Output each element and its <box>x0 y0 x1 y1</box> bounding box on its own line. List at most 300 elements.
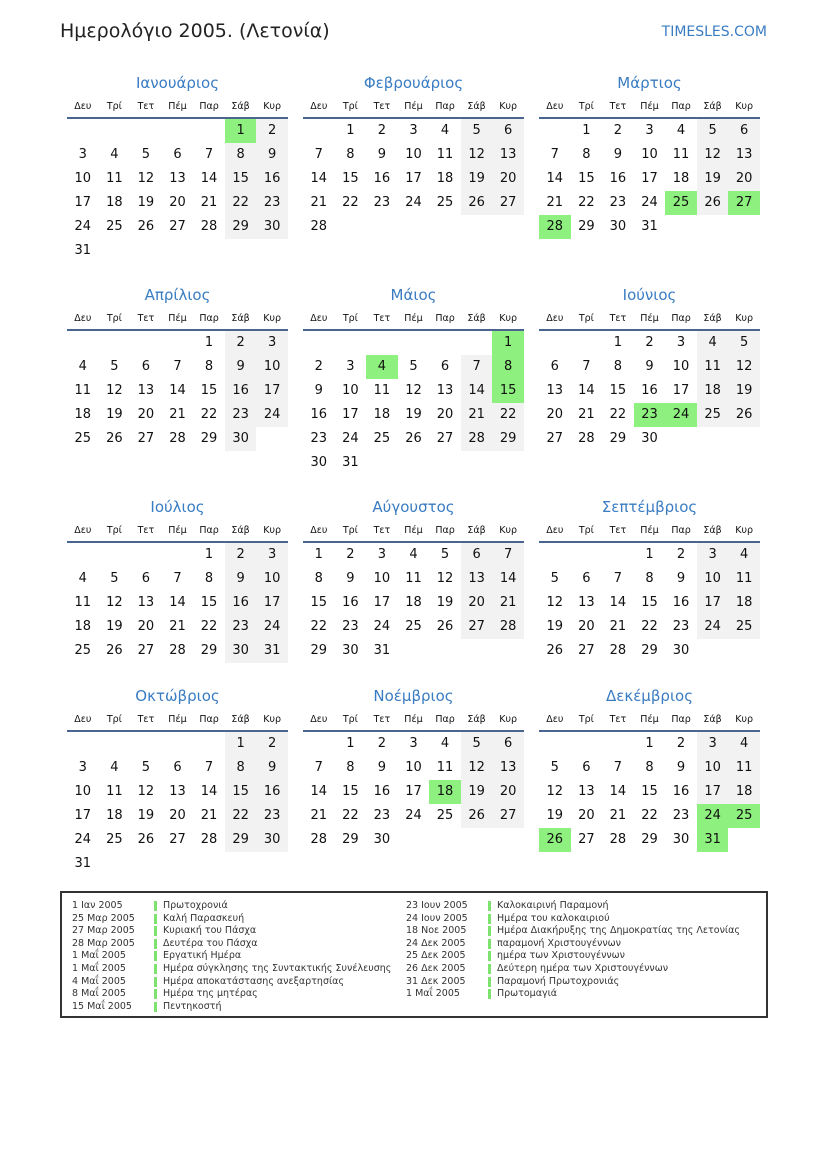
day-cell[interactable]: 2 <box>225 331 257 355</box>
day-cell[interactable]: 12 <box>106 595 123 610</box>
day-cell[interactable]: 14 <box>578 383 595 398</box>
day-cell[interactable]: 24 <box>256 403 288 427</box>
day-cell[interactable]: 9 <box>225 567 257 591</box>
day-cell[interactable]: 21 <box>609 619 627 634</box>
day-cell[interactable]: 23 <box>672 808 690 823</box>
day-cell[interactable]: 18 <box>74 407 92 422</box>
holiday-day-cell[interactable]: 23 <box>634 403 666 427</box>
day-cell[interactable]: 11 <box>106 784 123 799</box>
day-cell[interactable]: 23 <box>373 195 391 210</box>
day-cell[interactable]: 7 <box>613 571 623 586</box>
day-cell[interactable]: 15 <box>225 780 257 804</box>
holiday-day-cell[interactable]: 24 <box>697 804 729 828</box>
day-cell[interactable]: 18 <box>436 171 454 186</box>
day-cell[interactable]: 30 <box>672 643 690 658</box>
day-cell[interactable]: 30 <box>373 832 391 847</box>
day-cell[interactable]: 22 <box>200 619 218 634</box>
day-cell[interactable]: 14 <box>310 171 328 186</box>
day-cell[interactable]: 28 <box>200 832 218 847</box>
day-cell[interactable]: 22 <box>641 619 658 634</box>
day-cell[interactable]: 7 <box>582 359 591 374</box>
day-cell[interactable]: 8 <box>645 571 654 586</box>
day-cell[interactable]: 29 <box>609 431 627 446</box>
day-cell[interactable]: 25 <box>436 808 454 823</box>
day-cell[interactable]: 16 <box>256 780 288 804</box>
day-cell[interactable]: 12 <box>546 595 564 610</box>
day-cell[interactable]: 3 <box>78 760 87 775</box>
day-cell[interactable]: 9 <box>613 147 623 162</box>
day-cell[interactable]: 31 <box>641 219 658 234</box>
day-cell[interactable]: 14 <box>492 567 524 591</box>
day-cell[interactable]: 6 <box>173 760 182 775</box>
day-cell[interactable]: 14 <box>461 379 493 403</box>
day-cell[interactable]: 30 <box>641 431 658 446</box>
day-cell[interactable]: 20 <box>436 407 454 422</box>
day-cell[interactable]: 1 <box>645 547 654 562</box>
day-cell[interactable]: 19 <box>106 619 123 634</box>
holiday-day-cell[interactable]: 1 <box>225 119 257 143</box>
day-cell[interactable]: 24 <box>74 832 92 847</box>
day-cell[interactable]: 11 <box>672 147 690 162</box>
day-cell[interactable]: 22 <box>225 804 257 828</box>
day-cell[interactable]: 13 <box>436 383 454 398</box>
day-cell[interactable]: 15 <box>225 167 257 191</box>
day-cell[interactable]: 20 <box>169 195 186 210</box>
day-cell[interactable]: 19 <box>137 195 155 210</box>
day-cell[interactable]: 23 <box>256 804 288 828</box>
day-cell[interactable]: 6 <box>492 119 524 143</box>
day-cell[interactable]: 27 <box>137 643 155 658</box>
day-cell[interactable]: 10 <box>672 359 690 374</box>
day-cell[interactable]: 26 <box>436 619 454 634</box>
day-cell[interactable]: 26 <box>461 804 493 828</box>
day-cell[interactable]: 10 <box>697 756 729 780</box>
day-cell[interactable]: 17 <box>256 379 288 403</box>
day-cell[interactable]: 6 <box>141 359 151 374</box>
day-cell[interactable]: 15 <box>641 784 658 799</box>
day-cell[interactable]: 2 <box>676 736 686 751</box>
day-cell[interactable]: 29 <box>578 219 595 234</box>
day-cell[interactable]: 1 <box>613 335 623 350</box>
day-cell[interactable]: 29 <box>641 832 658 847</box>
day-cell[interactable]: 11 <box>697 355 729 379</box>
day-cell[interactable]: 22 <box>641 808 658 823</box>
day-cell[interactable]: 25 <box>106 219 123 234</box>
day-cell[interactable]: 13 <box>137 383 155 398</box>
day-cell[interactable]: 22 <box>225 191 257 215</box>
holiday-day-cell[interactable]: 4 <box>366 355 398 379</box>
day-cell[interactable]: 2 <box>377 736 387 751</box>
day-cell[interactable]: 5 <box>110 359 119 374</box>
day-cell[interactable]: 21 <box>461 403 493 427</box>
day-cell[interactable]: 6 <box>440 359 450 374</box>
day-cell[interactable]: 15 <box>342 171 359 186</box>
day-cell[interactable]: 6 <box>582 571 591 586</box>
day-cell[interactable]: 6 <box>492 732 524 756</box>
day-cell[interactable]: 12 <box>461 756 493 780</box>
day-cell[interactable]: 14 <box>609 595 627 610</box>
day-cell[interactable]: 7 <box>204 760 214 775</box>
day-cell[interactable]: 8 <box>225 143 257 167</box>
day-cell[interactable]: 9 <box>225 355 257 379</box>
day-cell[interactable]: 27 <box>578 643 595 658</box>
day-cell[interactable]: 4 <box>409 547 418 562</box>
day-cell[interactable]: 15 <box>310 595 328 610</box>
day-cell[interactable]: 29 <box>200 431 218 446</box>
day-cell[interactable]: 10 <box>74 171 92 186</box>
holiday-day-cell[interactable]: 25 <box>728 804 760 828</box>
day-cell[interactable]: 30 <box>256 215 288 239</box>
day-cell[interactable]: 8 <box>346 147 355 162</box>
day-cell[interactable]: 19 <box>106 407 123 422</box>
day-cell[interactable]: 18 <box>373 407 391 422</box>
day-cell[interactable]: 8 <box>582 147 591 162</box>
day-cell[interactable]: 1 <box>346 736 355 751</box>
day-cell[interactable]: 13 <box>169 171 186 186</box>
day-cell[interactable]: 25 <box>74 643 92 658</box>
day-cell[interactable]: 12 <box>697 143 729 167</box>
day-cell[interactable]: 3 <box>697 543 729 567</box>
day-cell[interactable]: 18 <box>697 379 729 403</box>
day-cell[interactable]: 28 <box>578 431 595 446</box>
day-cell[interactable]: 2 <box>676 547 686 562</box>
day-cell[interactable]: 28 <box>310 832 328 847</box>
day-cell[interactable]: 5 <box>440 547 450 562</box>
day-cell[interactable]: 6 <box>550 359 559 374</box>
day-cell[interactable]: 15 <box>641 595 658 610</box>
day-cell[interactable]: 23 <box>225 615 257 639</box>
day-cell[interactable]: 17 <box>373 595 391 610</box>
day-cell[interactable]: 24 <box>405 195 422 210</box>
day-cell[interactable]: 12 <box>546 784 564 799</box>
day-cell[interactable]: 19 <box>405 407 422 422</box>
day-cell[interactable]: 21 <box>200 808 218 823</box>
day-cell[interactable]: 22 <box>310 619 328 634</box>
day-cell[interactable]: 31 <box>74 856 92 871</box>
day-cell[interactable]: 5 <box>550 760 559 775</box>
day-cell[interactable]: 23 <box>609 195 627 210</box>
day-cell[interactable]: 11 <box>405 571 422 586</box>
day-cell[interactable]: 4 <box>440 736 450 751</box>
day-cell[interactable]: 25 <box>373 431 391 446</box>
day-cell[interactable]: 19 <box>697 167 729 191</box>
day-cell[interactable]: 16 <box>373 171 391 186</box>
day-cell[interactable]: 24 <box>405 808 422 823</box>
day-cell[interactable]: 22 <box>200 407 218 422</box>
day-cell[interactable]: 16 <box>310 407 328 422</box>
day-cell[interactable]: 19 <box>728 379 760 403</box>
day-cell[interactable]: 13 <box>546 383 564 398</box>
day-cell[interactable]: 27 <box>169 832 186 847</box>
day-cell[interactable]: 15 <box>342 784 359 799</box>
day-cell[interactable]: 27 <box>546 431 564 446</box>
day-cell[interactable]: 13 <box>492 756 524 780</box>
day-cell[interactable]: 10 <box>256 355 288 379</box>
day-cell[interactable]: 3 <box>256 543 288 567</box>
day-cell[interactable]: 18 <box>672 171 690 186</box>
day-cell[interactable]: 16 <box>225 379 257 403</box>
day-cell[interactable]: 21 <box>169 407 186 422</box>
day-cell[interactable]: 8 <box>204 359 214 374</box>
day-cell[interactable]: 27 <box>578 832 595 847</box>
day-cell[interactable]: 23 <box>256 191 288 215</box>
day-cell[interactable]: 27 <box>436 431 454 446</box>
day-cell[interactable]: 26 <box>106 643 123 658</box>
day-cell[interactable]: 30 <box>225 427 257 451</box>
holiday-day-cell[interactable]: 28 <box>539 215 571 239</box>
day-cell[interactable]: 2 <box>613 123 623 138</box>
day-cell[interactable]: 25 <box>697 403 729 427</box>
day-cell[interactable]: 14 <box>169 595 186 610</box>
day-cell[interactable]: 10 <box>74 784 92 799</box>
holiday-day-cell[interactable]: 1 <box>492 331 524 355</box>
day-cell[interactable]: 7 <box>550 147 559 162</box>
day-cell[interactable]: 11 <box>436 147 454 162</box>
day-cell[interactable]: 17 <box>405 171 422 186</box>
day-cell[interactable]: 13 <box>492 143 524 167</box>
day-cell[interactable]: 20 <box>137 407 155 422</box>
day-cell[interactable]: 24 <box>373 619 391 634</box>
day-cell[interactable]: 14 <box>169 383 186 398</box>
day-cell[interactable]: 10 <box>256 567 288 591</box>
day-cell[interactable]: 3 <box>697 732 729 756</box>
day-cell[interactable]: 19 <box>436 595 454 610</box>
holiday-day-cell[interactable]: 15 <box>492 379 524 403</box>
day-cell[interactable]: 26 <box>461 191 493 215</box>
day-cell[interactable]: 17 <box>74 195 92 210</box>
day-cell[interactable]: 31 <box>342 455 359 470</box>
day-cell[interactable]: 8 <box>613 359 623 374</box>
day-cell[interactable]: 12 <box>405 383 422 398</box>
day-cell[interactable]: 4 <box>110 147 119 162</box>
day-cell[interactable]: 7 <box>461 355 493 379</box>
day-cell[interactable]: 19 <box>461 780 493 804</box>
day-cell[interactable]: 3 <box>409 123 418 138</box>
day-cell[interactable]: 1 <box>346 123 355 138</box>
day-cell[interactable]: 16 <box>672 595 690 610</box>
day-cell[interactable]: 9 <box>377 147 387 162</box>
day-cell[interactable]: 23 <box>225 403 257 427</box>
day-cell[interactable]: 27 <box>461 615 493 639</box>
day-cell[interactable]: 5 <box>728 331 760 355</box>
day-cell[interactable]: 29 <box>342 832 359 847</box>
day-cell[interactable]: 22 <box>492 403 524 427</box>
day-cell[interactable]: 3 <box>377 547 387 562</box>
day-cell[interactable]: 20 <box>492 167 524 191</box>
day-cell[interactable]: 2 <box>225 543 257 567</box>
day-cell[interactable]: 3 <box>645 123 654 138</box>
day-cell[interactable]: 1 <box>204 547 214 562</box>
day-cell[interactable]: 20 <box>492 780 524 804</box>
day-cell[interactable]: 30 <box>310 455 328 470</box>
day-cell[interactable]: 28 <box>200 219 218 234</box>
day-cell[interactable]: 9 <box>676 571 686 586</box>
day-cell[interactable]: 17 <box>74 808 92 823</box>
day-cell[interactable]: 11 <box>74 595 92 610</box>
day-cell[interactable]: 2 <box>256 119 288 143</box>
day-cell[interactable]: 22 <box>609 407 627 422</box>
day-cell[interactable]: 6 <box>461 543 493 567</box>
day-cell[interactable]: 4 <box>110 760 119 775</box>
day-cell[interactable]: 22 <box>342 808 359 823</box>
day-cell[interactable]: 8 <box>314 571 323 586</box>
day-cell[interactable]: 16 <box>342 595 359 610</box>
day-cell[interactable]: 14 <box>310 784 328 799</box>
day-cell[interactable]: 30 <box>342 643 359 658</box>
day-cell[interactable]: 28 <box>461 427 493 451</box>
day-cell[interactable]: 30 <box>672 832 690 847</box>
day-cell[interactable]: 28 <box>310 219 328 234</box>
day-cell[interactable]: 1 <box>225 732 257 756</box>
holiday-day-cell[interactable]: 26 <box>539 828 571 852</box>
day-cell[interactable]: 2 <box>377 123 387 138</box>
day-cell[interactable]: 7 <box>173 359 182 374</box>
day-cell[interactable]: 10 <box>373 571 391 586</box>
day-cell[interactable]: 23 <box>310 431 328 446</box>
day-cell[interactable]: 24 <box>256 615 288 639</box>
day-cell[interactable]: 31 <box>256 639 288 663</box>
day-cell[interactable]: 21 <box>609 808 627 823</box>
day-cell[interactable]: 1 <box>582 123 591 138</box>
day-cell[interactable]: 5 <box>141 760 151 775</box>
day-cell[interactable]: 16 <box>225 591 257 615</box>
day-cell[interactable]: 10 <box>697 567 729 591</box>
day-cell[interactable]: 15 <box>200 383 218 398</box>
day-cell[interactable]: 28 <box>169 643 186 658</box>
day-cell[interactable]: 30 <box>609 219 627 234</box>
day-cell[interactable]: 11 <box>436 760 454 775</box>
day-cell[interactable]: 1 <box>204 335 214 350</box>
day-cell[interactable]: 25 <box>728 615 760 639</box>
day-cell[interactable]: 14 <box>609 784 627 799</box>
day-cell[interactable]: 6 <box>582 760 591 775</box>
day-cell[interactable]: 30 <box>225 639 257 663</box>
day-cell[interactable]: 25 <box>106 832 123 847</box>
day-cell[interactable]: 13 <box>578 595 595 610</box>
day-cell[interactable]: 24 <box>697 615 729 639</box>
day-cell[interactable]: 15 <box>578 171 595 186</box>
day-cell[interactable]: 5 <box>409 359 418 374</box>
day-cell[interactable]: 16 <box>373 784 391 799</box>
day-cell[interactable]: 28 <box>609 643 627 658</box>
day-cell[interactable]: 4 <box>440 123 450 138</box>
day-cell[interactable]: 24 <box>342 431 359 446</box>
day-cell[interactable]: 23 <box>342 619 359 634</box>
day-cell[interactable]: 27 <box>492 804 524 828</box>
day-cell[interactable]: 16 <box>641 383 658 398</box>
day-cell[interactable]: 13 <box>578 784 595 799</box>
day-cell[interactable]: 12 <box>106 383 123 398</box>
day-cell[interactable]: 1 <box>314 547 323 562</box>
day-cell[interactable]: 16 <box>672 784 690 799</box>
day-cell[interactable]: 14 <box>200 784 218 799</box>
day-cell[interactable]: 7 <box>314 147 323 162</box>
day-cell[interactable]: 25 <box>405 619 422 634</box>
day-cell[interactable]: 3 <box>409 736 418 751</box>
day-cell[interactable]: 21 <box>200 195 218 210</box>
day-cell[interactable]: 17 <box>697 591 729 615</box>
day-cell[interactable]: 20 <box>137 619 155 634</box>
holiday-day-cell[interactable]: 24 <box>665 403 697 427</box>
day-cell[interactable]: 11 <box>74 383 92 398</box>
day-cell[interactable]: 17 <box>672 383 690 398</box>
brand-link[interactable]: TIMESLES.COM <box>661 24 767 40</box>
day-cell[interactable]: 2 <box>346 547 355 562</box>
day-cell[interactable]: 13 <box>728 143 760 167</box>
day-cell[interactable]: 18 <box>106 195 123 210</box>
day-cell[interactable]: 28 <box>609 832 627 847</box>
day-cell[interactable]: 26 <box>728 403 760 427</box>
day-cell[interactable]: 17 <box>405 784 422 799</box>
day-cell[interactable]: 5 <box>110 571 119 586</box>
day-cell[interactable]: 11 <box>728 756 760 780</box>
day-cell[interactable]: 11 <box>106 171 123 186</box>
day-cell[interactable]: 8 <box>346 760 355 775</box>
day-cell[interactable]: 28 <box>169 431 186 446</box>
day-cell[interactable]: 17 <box>256 591 288 615</box>
day-cell[interactable]: 19 <box>461 167 493 191</box>
day-cell[interactable]: 27 <box>492 191 524 215</box>
holiday-day-cell[interactable]: 31 <box>697 828 729 852</box>
day-cell[interactable]: 9 <box>645 359 654 374</box>
day-cell[interactable]: 20 <box>461 591 493 615</box>
day-cell[interactable]: 19 <box>546 619 564 634</box>
day-cell[interactable]: 28 <box>492 615 524 639</box>
day-cell[interactable]: 7 <box>204 147 214 162</box>
day-cell[interactable]: 9 <box>256 143 288 167</box>
day-cell[interactable]: 19 <box>137 808 155 823</box>
day-cell[interactable]: 4 <box>728 543 760 567</box>
day-cell[interactable]: 20 <box>728 167 760 191</box>
day-cell[interactable]: 2 <box>645 335 654 350</box>
day-cell[interactable]: 9 <box>256 756 288 780</box>
day-cell[interactable]: 6 <box>173 147 182 162</box>
day-cell[interactable]: 10 <box>405 147 422 162</box>
day-cell[interactable]: 17 <box>342 407 359 422</box>
day-cell[interactable]: 21 <box>492 591 524 615</box>
day-cell[interactable]: 15 <box>200 595 218 610</box>
day-cell[interactable]: 14 <box>200 171 218 186</box>
day-cell[interactable]: 7 <box>492 543 524 567</box>
day-cell[interactable]: 4 <box>78 359 87 374</box>
day-cell[interactable]: 9 <box>346 571 355 586</box>
day-cell[interactable]: 5 <box>141 147 151 162</box>
day-cell[interactable]: 7 <box>173 571 182 586</box>
day-cell[interactable]: 11 <box>728 567 760 591</box>
day-cell[interactable]: 12 <box>137 171 155 186</box>
day-cell[interactable]: 5 <box>461 732 493 756</box>
day-cell[interactable]: 26 <box>697 191 729 215</box>
day-cell[interactable]: 20 <box>578 808 595 823</box>
day-cell[interactable]: 17 <box>697 780 729 804</box>
day-cell[interactable]: 16 <box>609 171 627 186</box>
day-cell[interactable]: 9 <box>676 760 686 775</box>
day-cell[interactable]: 25 <box>74 431 92 446</box>
day-cell[interactable]: 13 <box>461 567 493 591</box>
day-cell[interactable]: 29 <box>641 643 658 658</box>
day-cell[interactable]: 29 <box>225 215 257 239</box>
day-cell[interactable]: 10 <box>405 760 422 775</box>
day-cell[interactable]: 31 <box>373 643 391 658</box>
day-cell[interactable]: 2 <box>314 359 323 374</box>
day-cell[interactable]: 25 <box>436 195 454 210</box>
day-cell[interactable]: 7 <box>613 760 623 775</box>
day-cell[interactable]: 15 <box>609 383 627 398</box>
day-cell[interactable]: 18 <box>74 619 92 634</box>
day-cell[interactable]: 20 <box>169 808 186 823</box>
day-cell[interactable]: 23 <box>373 808 391 823</box>
day-cell[interactable]: 24 <box>74 219 92 234</box>
